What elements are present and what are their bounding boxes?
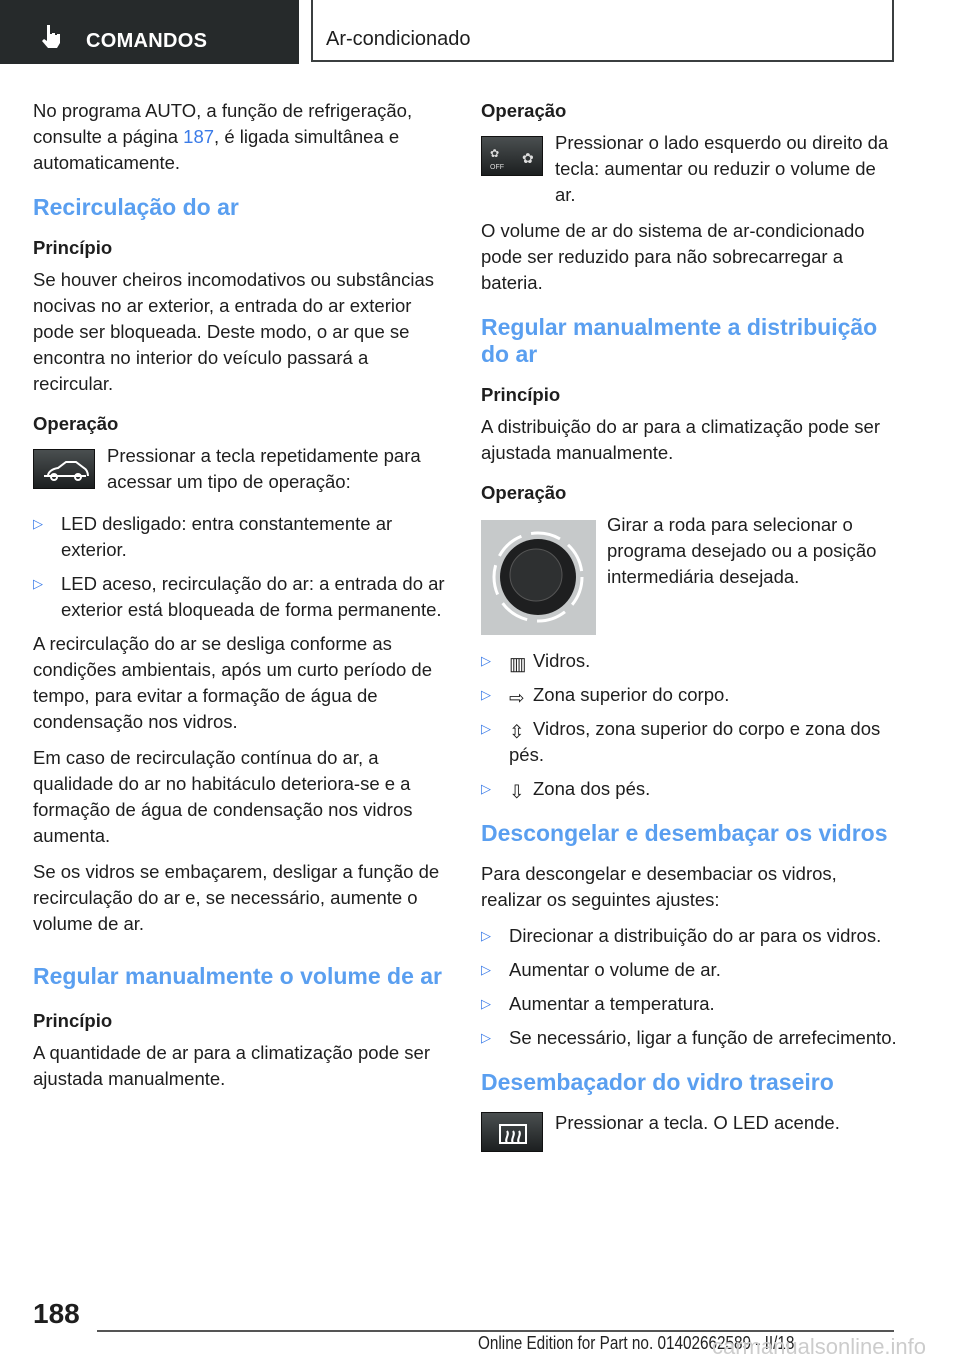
subheading-operation: Operação: [481, 100, 567, 121]
triangle-bullet-icon: ▷: [481, 781, 491, 796]
edition-note: Online Edition for Part no. 01402662589 - II/18: [478, 1333, 795, 1353]
paragraph: A quantidade de ar para a climatização pode ser ajustada manualmente.: [33, 1042, 430, 1089]
upper-body-air-icon: ⇨: [509, 687, 525, 708]
distribution-knob-icon: [481, 520, 596, 635]
heading-volume: Regular manualmente o volume de ar: [33, 963, 443, 989]
list-item: ▷ Aumentar o volume de ar.: [481, 957, 897, 983]
subheading-principle: Princípio: [33, 237, 113, 258]
paragraph: O volume de ar do sistema de ar-condicionado pode ser reduzido para não sobrecarregar a bateria.: [481, 220, 865, 293]
hand-pointer-icon: [40, 24, 62, 48]
triangle-bullet-icon: ▷: [33, 516, 43, 531]
heading-recirculation: Recirculação do ar: [33, 194, 239, 220]
paragraph: Se houver cheiros incomodativos ou substâncias nocivas no ar exterior, a entrada do ar exterior pode ser bloqueada. Deste modo, o ar que se encontra no interior do veículo passará a recircular.: [33, 269, 435, 394]
list-item: ▷ LED aceso, recirculação do ar: a entrada do ar exterior está bloqueada de forma permanente.: [33, 573, 445, 620]
recirculation-key-icon: [33, 449, 95, 489]
windshield-icon: ▥: [509, 653, 527, 674]
page-link[interactable]: 187: [183, 126, 215, 147]
defrost-list: [481, 923, 897, 1051]
list-item: ▷ Direcionar a distribuição do ar para os vidros.: [481, 923, 897, 949]
paragraph: Em caso de recirculação contínua do ar, a qualidade do ar no habitáculo deteriora-se e a formação de água de condensação nos vidros aumenta.: [33, 747, 413, 846]
distribution-list: [481, 648, 897, 802]
list-item: ▷ ⇩ Zona dos pés.: [481, 778, 651, 802]
all-zones-air-icon: ⇳: [509, 721, 525, 742]
list-item: ▷ Aumentar a temperatura.: [481, 991, 897, 1017]
svg-text:OFF: OFF: [490, 164, 504, 171]
list-item: ▷ Se necessário, ligar a função de arrefecimento.: [481, 1025, 897, 1051]
svg-text:✿: ✿: [490, 148, 500, 160]
intro-paragraph: No programa AUTO, a função de refrigeração, consulte a página 187, é ligada simultânea e automaticamente.: [33, 100, 413, 173]
triangle-bullet-icon: ▷: [33, 576, 43, 591]
svg-text:✿: ✿: [522, 150, 534, 166]
section-title: COMANDOS: [86, 30, 208, 52]
subheading-principle: Princípio: [481, 384, 561, 405]
triangle-bullet-icon: ▷: [481, 962, 491, 977]
right-column: [481, 98, 897, 1178]
triangle-bullet-icon: ▷: [481, 653, 491, 668]
chapter-tab: [311, 0, 894, 62]
triangle-bullet-icon: ▷: [481, 1030, 491, 1045]
heading-rear-defroster: Desembaçador do vidro traseiro: [481, 1069, 834, 1095]
key-row: Pressionar a tecla. O LED acende.: [481, 1110, 897, 1170]
fan-key-icon: [481, 136, 543, 176]
subheading-principle: Princípio: [33, 1010, 113, 1031]
watermark: carmanualsonline.info: [712, 1334, 927, 1359]
paragraph: A recirculação do ar se desliga conforme as condições ambientais, após um curto período de tempo, para evitar a formação de água de condensação nos vidros.: [33, 633, 433, 732]
paragraph: A distribuição do ar para a climatização pode ser ajustada manualmente.: [481, 416, 880, 463]
triangle-bullet-icon: ▷: [481, 996, 491, 1011]
key-row: ✿ OFF ✿ Pressionar o lado esquerdo ou direito da tecla: aumentar ou reduzir o volume de ar.: [481, 130, 897, 208]
heading-distribution: Regular manualmente a distribuição do ar: [481, 314, 878, 367]
list-item: ▷ LED desligado: entra constantemente ar exterior.: [33, 513, 393, 560]
subheading-operation: Operação: [33, 413, 119, 434]
list-item: ▷ ▥ Vidros.: [481, 650, 591, 674]
heading-defrost: Descongelar e desembaçar os vidros: [481, 820, 888, 846]
list-item: ▷ ⇳ Vidros, zona superior do corpo e zona dos pés.: [481, 718, 881, 765]
footer-divider: [97, 1330, 894, 1332]
knob-row: Girar a roda para selecionar o programa desejado ou a posição intermediária desejada.: [481, 512, 897, 640]
triangle-bullet-icon: ▷: [481, 928, 491, 943]
footwell-air-icon: ⇩: [509, 781, 525, 802]
page-number: 188: [33, 1298, 80, 1329]
subheading-operation: Operação: [481, 482, 567, 503]
rear-defroster-key-icon: [481, 1112, 543, 1152]
paragraph: Se os vidros se embaçarem, desligar a função de recirculação do ar e, se necessário, aumente o volume de ar.: [33, 861, 440, 934]
list-item: ▷ ⇨ Zona superior do corpo.: [481, 684, 730, 708]
left-column: [33, 98, 449, 1102]
led-list: [33, 511, 449, 623]
section-tab: [0, 0, 299, 64]
key-row: Pressionar a tecla repetidamente para acessar um tipo de operação:: [33, 443, 449, 503]
triangle-bullet-icon: ▷: [481, 687, 491, 702]
paragraph: Para descongelar e desembaciar os vidros, realizar os seguintes ajustes:: [481, 863, 837, 910]
triangle-bullet-icon: ▷: [481, 721, 491, 736]
chapter-title: Ar-condicionado: [326, 28, 471, 50]
